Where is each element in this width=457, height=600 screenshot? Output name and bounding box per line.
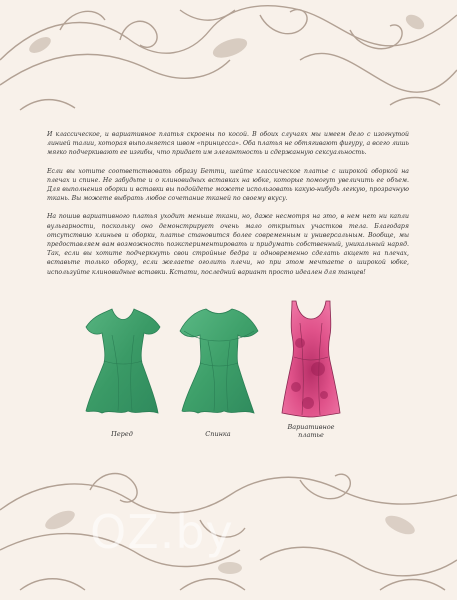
article-text [47, 130, 409, 286]
paragraph-3: На пошив вариативного платья уходит меньше ткани, но, даже несмотря на это, в нем нет ни капли вульгарности, поскольку оно демонстрирует очень мало открытых участков тела. Благодаря отсутствию клиньев и оборки, платье становится более современным и универсальным. Вообще, мы предоставляем вам возможность поэкспериментировать и придумать собственный, уникальный наряд. Так, если вы хотите подчеркнуть свои стройные бедра и одновременно сделать акцент на плечах, вставьте только оборку, если желаете оголить плечи, но при этом мечтаете о широкой юбке, используйте клиновидные вставки. Кстати, последний вариант просто идеален для танцев! [47, 213, 409, 276]
dress-back-illustration [178, 305, 260, 417]
caption-variant-line-1: Вариативное [287, 423, 335, 431]
caption-variant-line-2: платье [298, 431, 324, 439]
top-ornament [0, 0, 457, 120]
caption-front: Перед [111, 430, 133, 438]
paragraph-2: Если вы хотите соответствовать образу Бетти, шейте классическое платье с широкой оборкой на плечах и спине. Не забудьте и о клиновидных вставках на юбке, которые помогут увеличить ее объем. Для выполнения оборки и вставки вы подойдете можете использовать какую-нибудь легкую, прозрачную ткань. Вы можете выбрать любое сочетание тканей по своему вкусу. [47, 167, 409, 203]
paragraph-1: И классическое, и вариативное платья скроены по косой. В обоих случаях мы имеем дело с изогнутой линией талии, которая выполняется швом «принцесса». Оба платья не обтягивают фигуру, а всего лишь мягко подчеркивают ее изгибы, что придает им элегантность и сдержанную сексуальность. [47, 131, 409, 157]
dress-illustrations [70, 305, 380, 470]
caption-back: Спинка [205, 430, 231, 438]
caption-variant [276, 423, 346, 439]
dress-variant-illustration [278, 299, 344, 419]
watermark: OZ.by [90, 505, 234, 559]
dress-front-illustration [82, 305, 164, 417]
